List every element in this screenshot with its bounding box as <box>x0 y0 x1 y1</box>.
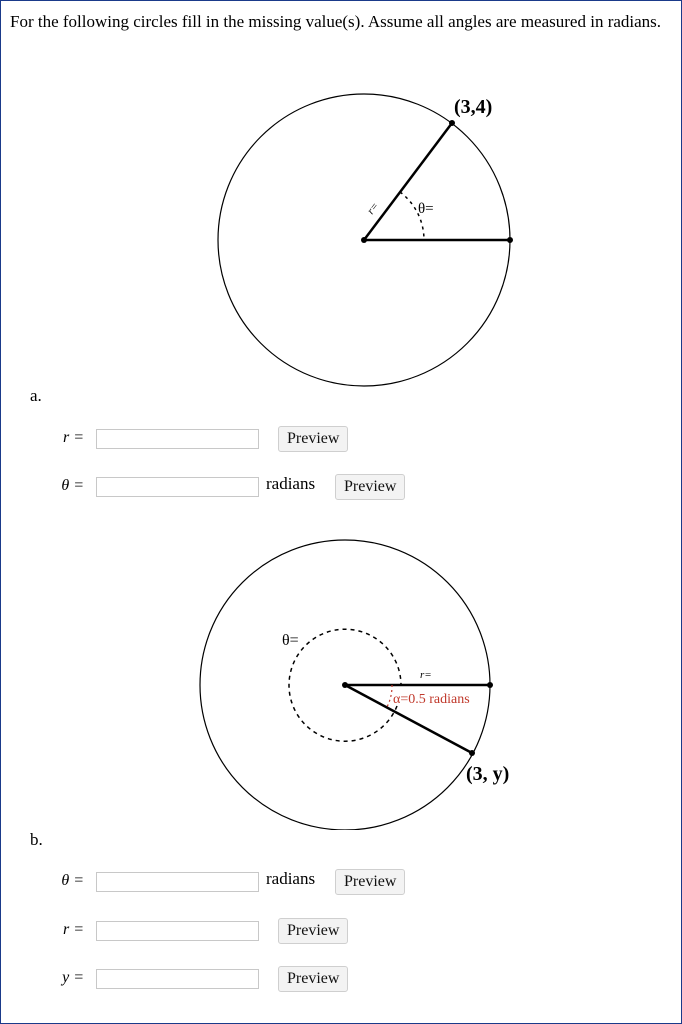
radius-label-b: r= <box>420 669 432 681</box>
theta-label-b-field: θ = <box>61 872 84 889</box>
part-a-label: a. <box>30 386 42 405</box>
theta-input-a[interactable] <box>96 477 259 497</box>
r-input-a[interactable] <box>96 429 259 449</box>
alpha-arc <box>387 685 392 707</box>
theta-preview-button-a[interactable]: Preview <box>335 474 405 500</box>
axis-point-a <box>507 237 513 243</box>
axis-point-b <box>487 682 493 688</box>
y-preview-button-b[interactable]: Preview <box>278 966 348 992</box>
theta-label-a: θ = <box>61 477 84 494</box>
r-preview-button-a[interactable]: Preview <box>278 426 348 452</box>
center-point-b <box>342 682 348 688</box>
theta-unit-a: radians <box>266 474 316 493</box>
theta-label-b: θ= <box>282 632 299 649</box>
point-label-a: (3,4) <box>454 96 493 118</box>
r-label-b: r = <box>62 921 84 938</box>
instructions-text: For the following circles fill in the missing value(s). Assume all angles are measured in radians. <box>10 12 662 31</box>
point-3-y <box>469 750 475 756</box>
center-point-a <box>361 237 367 243</box>
point-label-b: (3, y) <box>466 763 510 785</box>
point-3-4 <box>449 120 455 126</box>
theta-preview-button-b[interactable]: Preview <box>335 869 405 895</box>
figure-b <box>0 500 682 830</box>
r-preview-button-b[interactable]: Preview <box>278 918 348 944</box>
radius-label-a: r= <box>364 200 382 217</box>
theta-label-a: θ= <box>418 201 434 217</box>
r-input-b[interactable] <box>96 921 259 941</box>
part-b-label: b. <box>30 830 43 849</box>
theta-input-b[interactable] <box>96 872 259 892</box>
y-label-b: y = <box>62 969 84 986</box>
r-label-a: r = <box>62 429 84 446</box>
theta-unit-b: radians <box>266 869 316 888</box>
alpha-label: α=0.5 radians <box>393 692 470 707</box>
figure-a <box>0 0 682 400</box>
y-input-b[interactable] <box>96 969 259 989</box>
terminal-ray-a <box>364 123 452 240</box>
